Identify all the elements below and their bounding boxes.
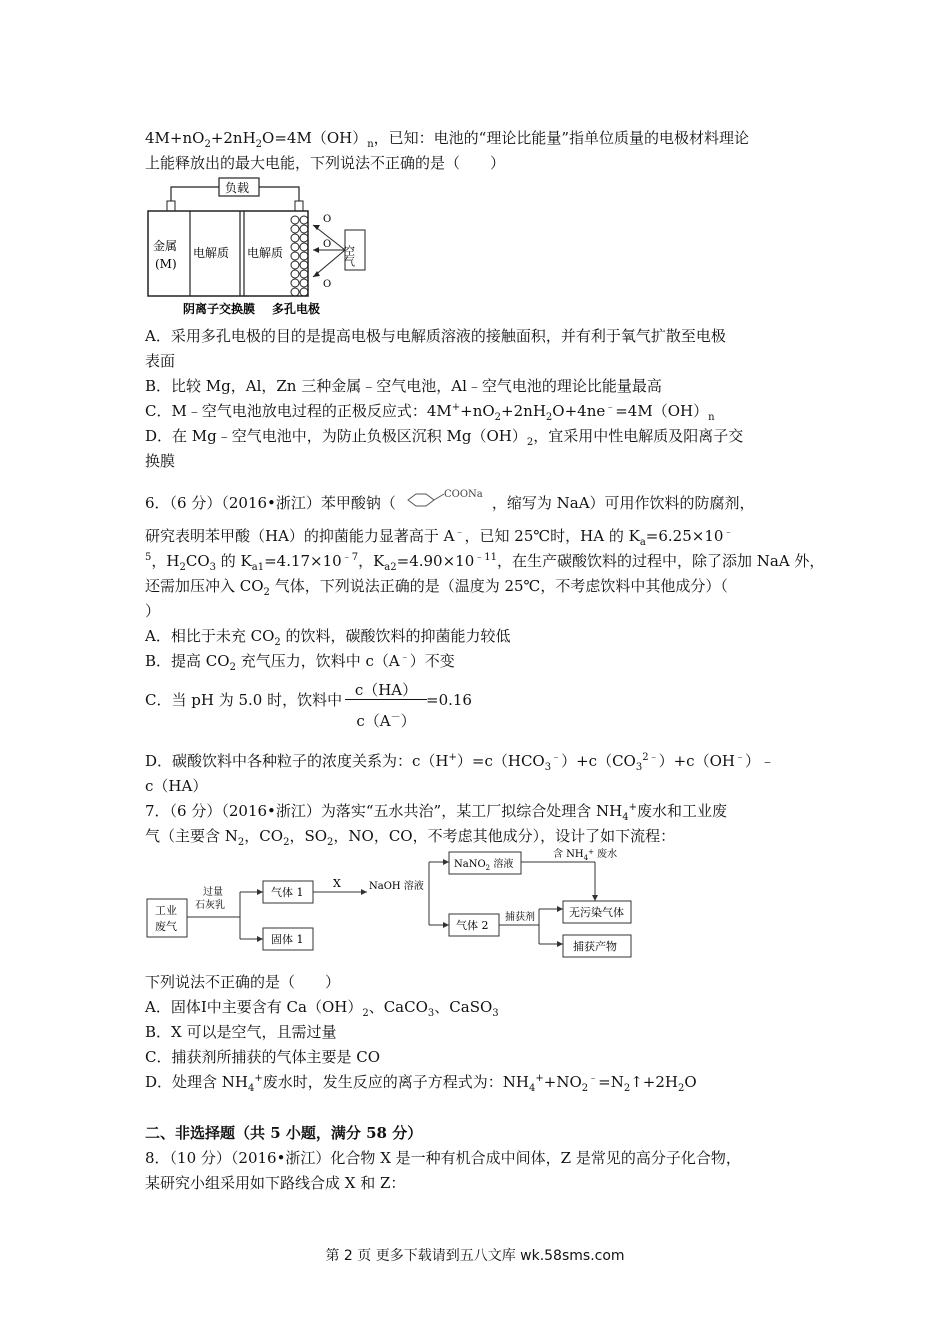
o2-label-2: O xyxy=(323,239,332,250)
q5-option-b: B．比较 Mg，Al，Zn 三种金属﹣空气电池，Al﹣空气电池的理论比能量最高 xyxy=(145,377,662,395)
membrane-label: 阴离子交换膜 xyxy=(183,302,256,316)
flow-gas2: 气体 2 xyxy=(456,919,489,932)
flow-nano2: NaNO$_2$ 溶液 xyxy=(454,859,514,872)
o2-label-1: O xyxy=(323,214,332,225)
q5-stem-line2: 上能释放出的最大电能，下列说法不正确的是（ ） xyxy=(145,154,506,172)
flow-solid1: 固体 1 xyxy=(271,933,304,946)
page-footer: 第 2 页 更多下载请到五八文库 wk.58sms.com xyxy=(325,1248,625,1264)
q7-stem-line1: 7．（6 分）（2016•浙江）为落实“五水共治”，某工厂拟综合处理含 $NH_4^+$废水和工业废 xyxy=(145,802,727,823)
flow-naoh: NaOH 溶液 xyxy=(369,881,424,892)
q8-stem-line2: 某研究小组采用如下路线合成 X 和 Z： xyxy=(145,1174,406,1192)
flow-nh4-waste: 含 $NH_4^+$ 废水 xyxy=(553,848,618,862)
q5-option-a-line1: A．采用多孔电极的目的是提高电极与电解质溶液的接触面积，并有利于氧气扩散至电极 xyxy=(145,327,726,345)
q6-stem-line4: 还需加压冲入 $CO_2$ 气体，下列说法正确的是（温度为 25℃，不考虑饮料中其他成分）（ xyxy=(145,577,728,598)
flow-clean-gas: 无污染气体 xyxy=(569,906,624,919)
flow-waste-gas-1: 工业 xyxy=(155,904,177,917)
flow-captured-product: 捕获产物 xyxy=(573,940,617,953)
load-label: 负载 xyxy=(225,181,250,195)
q7-question: 下列说法不正确的是（ ） xyxy=(145,973,341,991)
flow-x: X xyxy=(333,877,341,890)
metal-symbol: (M) xyxy=(155,257,177,271)
electrolyte-left: 电解质 xyxy=(193,246,230,260)
porous-electrode-circles xyxy=(291,216,308,296)
battery-diagram xyxy=(145,175,370,320)
q5-option-d-line1: D．在 Mg﹣空气电池中，为防止负极区沉积 $Mg(OH)_2$，宜采用中性电解质及阳离子交 xyxy=(145,427,744,448)
q8-stem-line1: 8．（10 分）（2016•浙江）化合物 X 是一种有机合成中间体，Z 是常见的高分子化合物， xyxy=(145,1149,741,1167)
q5-option-c: C．M﹣空气电池放电过程的正极反应式：$4M^++nO_2+2nH_2O+4ne^﹣=4M(OH)_n$ xyxy=(145,402,715,423)
q6-stem-line3: $^5$，$H_2CO_3$ 的 $K_{a1}=4.17\times 10^{﹣7}$，$K_{a2}=4.90\times 10^{﹣11}$，在生产碳酸饮料的过程中，除了添加 NaA 外， xyxy=(145,552,825,573)
q6-stem-line5: ） xyxy=(145,602,161,620)
coona-label: COONa xyxy=(443,489,483,500)
section-title: 二、非选择题（共 5 小题，满分 58 分） xyxy=(145,1124,423,1142)
q6-fraction-denominator: c（A－） xyxy=(356,712,416,730)
flow-excess-2: 石灰乳 xyxy=(195,900,225,911)
air-label: 空气 xyxy=(342,245,356,267)
q6-stem-line1: 6．（6 分）（2016•浙江）苯甲酸钠（ COONa ，缩写为 NaA）可用作饮料的防腐剂， xyxy=(145,489,755,512)
q7-option-a: A．固体Ⅰ中主要含有 $Ca(OH)_2$、CaCO$_3$、CaSO$_3$ xyxy=(145,998,499,1019)
q6-fraction-numerator: c（HA） xyxy=(345,681,427,700)
q6-stem-line2: 研究表明苯甲酸（HA）的抑菌能力显著高于 A﹣，已知 25℃时，HA 的 $K_a=6.25\times 10^﹣$ xyxy=(145,527,734,548)
flow-waste-gas-2: 废气 xyxy=(155,920,177,933)
q6-option-d-line2: c（HA） xyxy=(145,777,208,795)
q7-option-b: B．X 可以是空气，且需过量 xyxy=(145,1023,337,1041)
q5-option-a-line2: 表面 xyxy=(145,352,176,370)
q5-option-d-line2: 换膜 xyxy=(145,452,176,470)
electrode-label: 多孔电极 xyxy=(272,302,321,316)
q6-option-c-value: =0.16 xyxy=(426,691,472,709)
q6-option-a: A．相比于未充 $CO_2$ 的饮料，碳酸饮料的抑菌能力较低 xyxy=(145,627,511,648)
q7-option-d: D．处理含 $NH_4^+$废水时，发生反应的离子方程式为：$NH_4^++NO_2^﹣=N_2↑+2H_2O$ xyxy=(145,1073,697,1094)
q6-option-b: B．提高 $CO_2$ 充气压力，饮料中 c（A﹣）不变 xyxy=(145,652,455,673)
q7-option-c: C．捕获剂所捕获的气体主要是 CO xyxy=(145,1048,381,1066)
q6-option-d-line1: D．碳酸饮料中各种粒子的浓度关系为：$c(H^+)=c(HCO_3^﹣)+c(CO_3^{2﹣})+c(OH^﹣)﹣$ xyxy=(145,752,775,773)
benzoate-structure xyxy=(396,489,492,514)
o2-label-3: O xyxy=(323,279,332,290)
flow-gas1: 气体 1 xyxy=(271,886,304,899)
q5-stem-line1: $4M+nO_2+2nH_2O=4M(OH)_n$，已知：电池的“理论比能量”指单位质量的电极材料理论 xyxy=(145,129,749,150)
q7-stem-line2: 气（主要含 $N_2$，$CO_2$，$SO_2$，NO，CO，不考虑其他成分），设计了如下流程： xyxy=(145,827,676,848)
q6-option-c: C．当 pH 为 5.0 时，饮料中 xyxy=(145,691,343,709)
metal-label: 金属 xyxy=(153,239,178,253)
process-flowchart xyxy=(145,847,635,962)
flow-capture-agent: 捕获剂 xyxy=(505,912,535,923)
flow-excess-1: 过量 xyxy=(203,887,223,898)
electrolyte-right: 电解质 xyxy=(247,246,284,260)
